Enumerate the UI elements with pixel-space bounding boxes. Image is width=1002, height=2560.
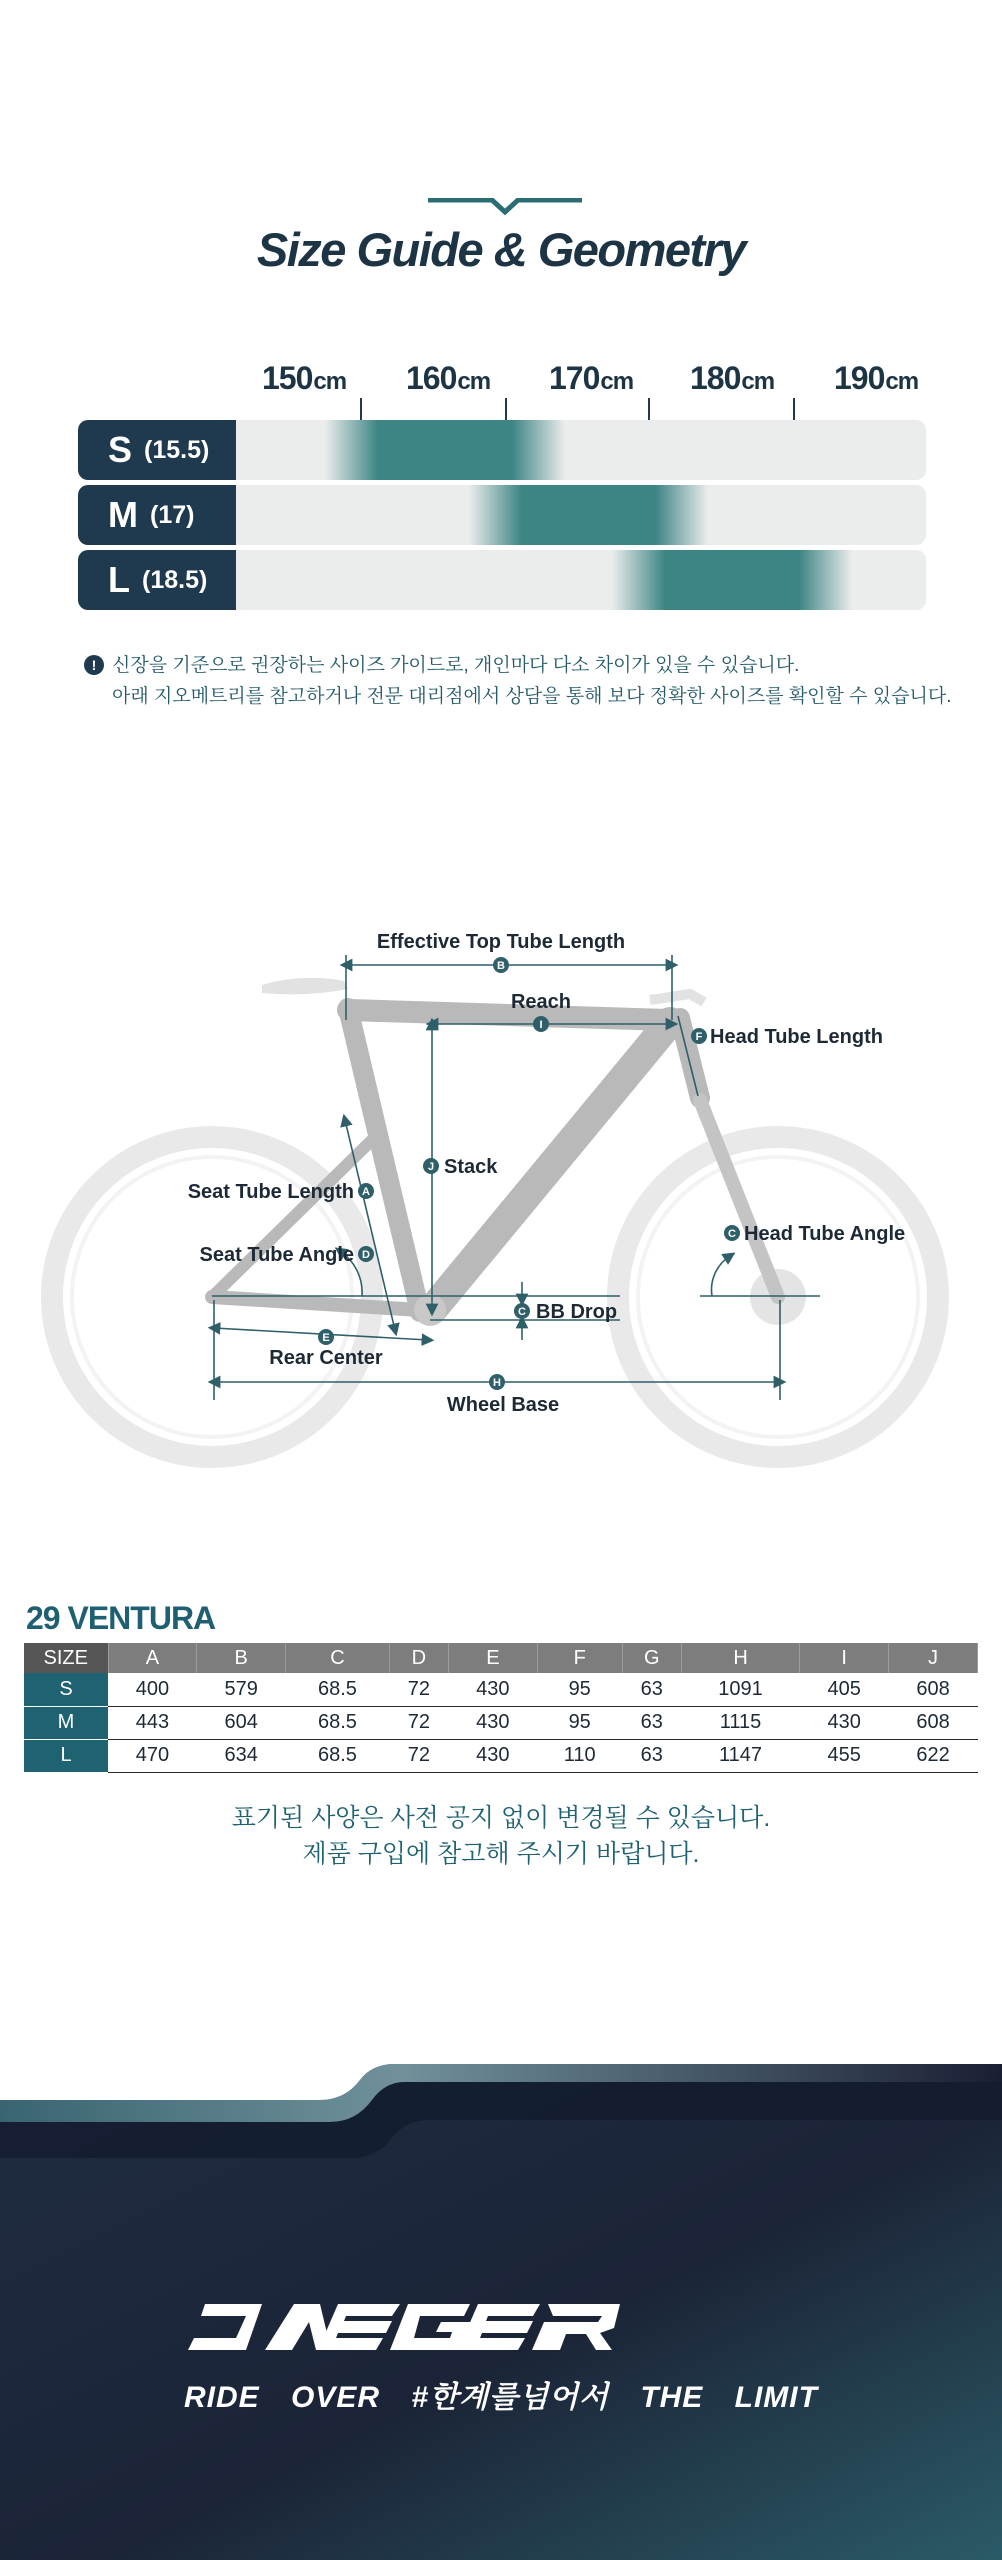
table-cell: 579 (197, 1673, 286, 1706)
top-tube (348, 1010, 668, 1020)
size-bar-m (78, 485, 926, 545)
table-cell: 72 (389, 1739, 448, 1772)
geometry-table (24, 1643, 978, 1773)
table-cell: 95 (537, 1673, 622, 1706)
brand-banner (0, 2060, 1002, 2560)
svg-text:E: E (322, 1332, 330, 1344)
table-cell: 405 (800, 1673, 889, 1706)
svg-text:C: C (518, 1306, 526, 1318)
tick-line (793, 398, 795, 420)
label-reach: Reach (510, 991, 572, 1013)
table-header-cell: C (286, 1643, 390, 1673)
handlebar (650, 994, 704, 1002)
svg-text:C: C (728, 1228, 736, 1240)
table-cell: 72 (389, 1673, 448, 1706)
table-cell: 430 (448, 1706, 537, 1739)
table-cell: 95 (537, 1706, 622, 1739)
table-cell: 470 (108, 1739, 197, 1772)
title-chevron-icon (428, 198, 582, 216)
table-cell: 430 (448, 1739, 537, 1772)
svg-text:F: F (695, 1031, 703, 1043)
table-cell: 400 (108, 1673, 197, 1706)
label-rear-center: Rear Center (269, 1347, 383, 1369)
table-cell: S (24, 1673, 108, 1706)
label-head-tube-angle: Head Tube Angle (744, 1223, 906, 1245)
brand-slogan (0, 2372, 1002, 2416)
page-title: Size Guide & Geometry (256, 223, 746, 276)
table-row (24, 1706, 978, 1739)
tick-label: 190cm (834, 360, 919, 396)
label-wheel-base: Wheel Base (446, 1394, 560, 1416)
label-seat-tube-angle: Seat Tube Angle (199, 1244, 354, 1266)
label-head-tube-length: Head Tube Length (710, 1026, 883, 1048)
table-header-cell: J (889, 1643, 978, 1673)
table-header-cell: F (537, 1643, 622, 1673)
size-bar-l (78, 550, 926, 610)
tick-label: 180cm (690, 360, 775, 396)
slogan-part: #한계를넘어서 (411, 2381, 609, 2414)
table-header-cell: E (448, 1643, 537, 1673)
table-cell: 1147 (681, 1739, 799, 1772)
table-cell: 430 (800, 1706, 889, 1739)
table-header-cell: I (800, 1643, 889, 1673)
size-bar-s (78, 420, 926, 480)
size-notice (84, 650, 964, 712)
svg-text:I: I (539, 1019, 543, 1031)
svg-text:A: A (362, 1186, 370, 1198)
size-label: L (18.5) (78, 550, 236, 610)
size-range-fill (612, 550, 852, 610)
size-range-fill (325, 420, 565, 480)
label-stack: Stack (444, 1156, 498, 1178)
table-header-cell: G (622, 1643, 681, 1673)
table-cell: 455 (800, 1739, 889, 1772)
tick-line (360, 398, 362, 420)
label-bb-drop: BB Drop (536, 1301, 618, 1323)
table-cell: 72 (389, 1706, 448, 1739)
table-cell: 604 (197, 1706, 286, 1739)
table-cell: 63 (622, 1673, 681, 1706)
table-header-row (24, 1643, 978, 1673)
size-range-fill (469, 485, 709, 545)
table-row (24, 1739, 978, 1772)
table-header-cell: D (389, 1643, 448, 1673)
spec-notice (0, 1800, 1002, 1872)
geometry-diagram (0, 905, 1002, 1505)
table-cell: 68.5 (286, 1706, 390, 1739)
svg-text:B: B (497, 960, 505, 972)
table-cell: 430 (448, 1673, 537, 1706)
spec-notice-line: 제품 구입에 참고해 주시기 바랍니다. (302, 1840, 700, 1868)
spec-notice-line: 표기된 사양은 사전 공지 없이 변경될 수 있습니다. (231, 1804, 771, 1832)
table-cell: 634 (197, 1739, 286, 1772)
size-label: S (15.5) (78, 420, 236, 480)
table-header-cell: A (108, 1643, 197, 1673)
tick-line (648, 398, 650, 420)
bottom-bracket (414, 1294, 446, 1326)
table-cell: 110 (537, 1739, 622, 1772)
table-cell: 608 (889, 1673, 978, 1706)
label-effective-top-tube: Effective Top Tube Length (376, 931, 626, 953)
svg-text:H: H (493, 1377, 501, 1389)
saddle (262, 978, 348, 995)
table-cell: 622 (889, 1739, 978, 1772)
table-header-cell: B (197, 1643, 286, 1673)
table-cell: 1115 (681, 1706, 799, 1739)
svg-text:D: D (362, 1249, 370, 1261)
table-row (24, 1673, 978, 1706)
table-header-cell: H (681, 1643, 799, 1673)
size-label: M (17) (78, 485, 236, 545)
tick-label: 160cm (406, 360, 491, 396)
table-cell: 443 (108, 1706, 197, 1739)
table-header-cell: SIZE (24, 1643, 108, 1673)
table-cell: 68.5 (286, 1739, 390, 1772)
table-cell: 63 (622, 1739, 681, 1772)
table-cell: M (24, 1706, 108, 1739)
label-seat-tube-length: Seat Tube Length (187, 1181, 354, 1203)
table-cell: L (24, 1739, 108, 1772)
slogan-part: RIDE OVER (184, 2381, 381, 2414)
svg-text:JAEGER: JAEGER (496, 2324, 506, 2326)
notice-line: 아래 지오메트리를 참고하거나 전문 대리점에서 상담을 통해 보다 정확한 사이즈를 확인할 수 있습니다. (112, 686, 952, 707)
table-title: 29 VENTURA (26, 1600, 216, 1636)
tick-label: 170cm (549, 360, 634, 396)
tick-line (505, 398, 507, 420)
notice-line: 신장을 기준으로 권장하는 사이즈 가이드로, 개인마다 다소 차이가 있을 수 있습니다. (112, 655, 800, 676)
table-cell: 1091 (681, 1673, 799, 1706)
slogan-part: THE LIMIT (640, 2381, 818, 2414)
table-cell: 608 (889, 1706, 978, 1739)
info-icon: ! (84, 655, 104, 675)
svg-text:J: J (427, 1161, 435, 1173)
table-cell: 68.5 (286, 1673, 390, 1706)
tick-label: 150cm (262, 360, 347, 396)
table-cell: 63 (622, 1706, 681, 1739)
